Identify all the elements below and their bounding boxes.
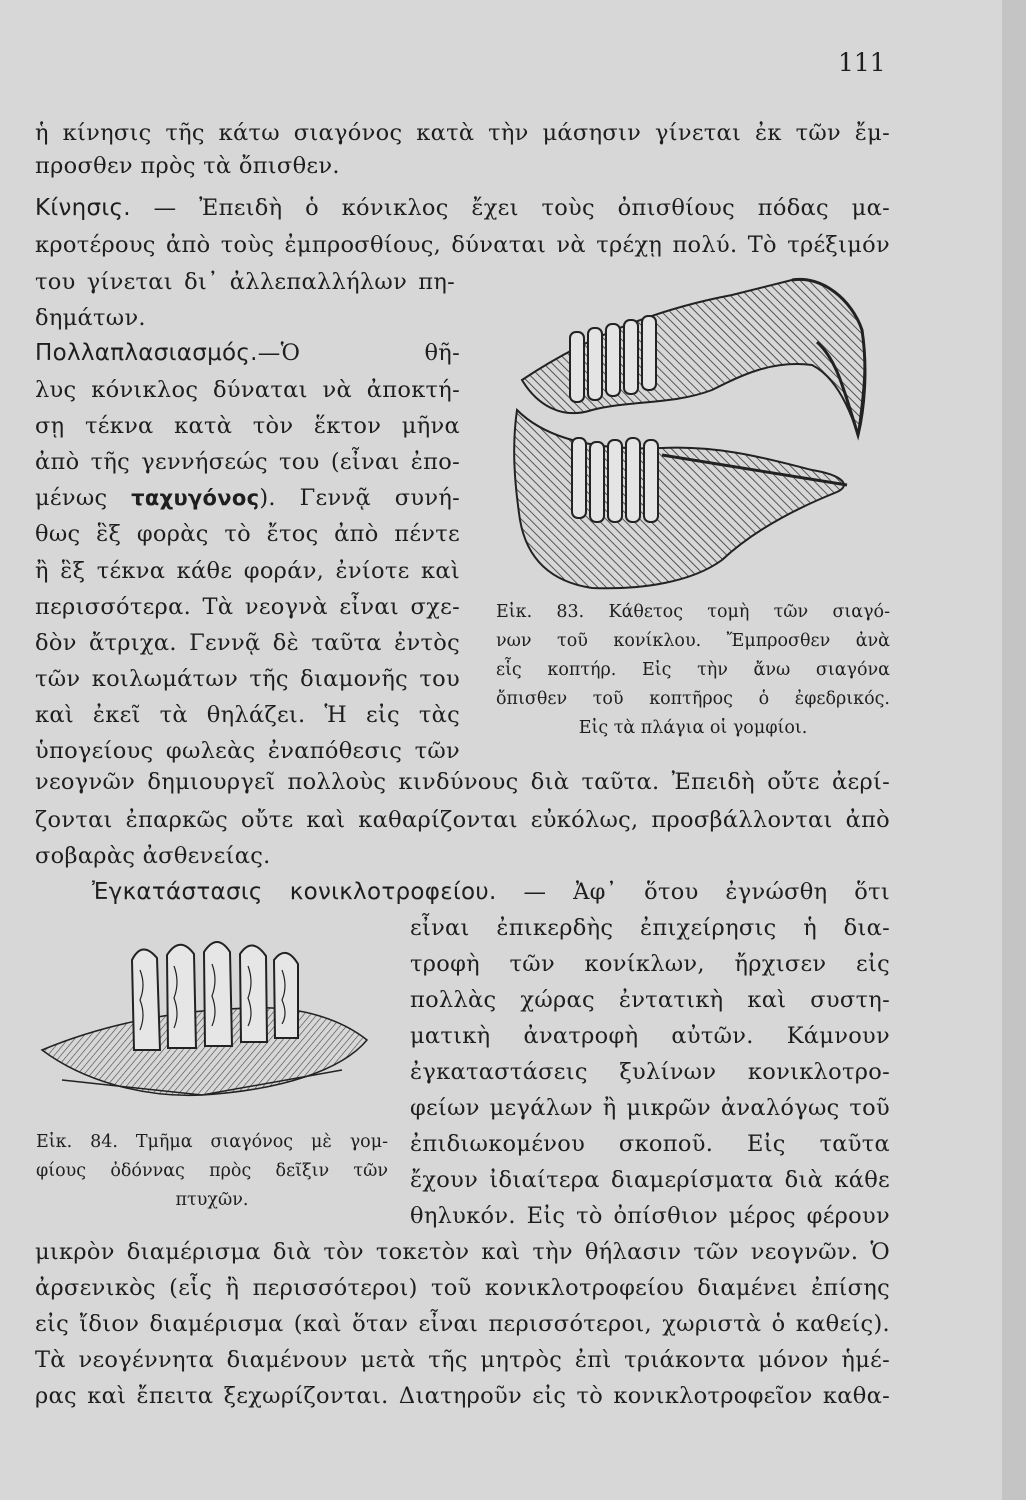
text-line: ἀρσενικὸς (εἷς ἢ περισσότεροι) τοῦ κονικλοτροφείου διαμένει ἐπίσης [35,1275,890,1301]
text-line: δὸν ἄτριχα. Γεννᾷ δὲ ταῦτα ἐντὸς [35,630,460,656]
text-line: ματικὴ ἀνατροφὴ αὐτῶν. Κάμνουν [410,1023,890,1049]
kinisis-first-line [35,192,890,224]
text-line: κροτέρους ἀπὸ τοὺς ἐμπροσθίους, δύναται νὰ τρέχῃ πολύ. Τὸ τρέξιμόν [35,232,890,258]
text-line: εἰς ἴδιον διαμέρισμα (καὶ ὅταν εἶναι περισσότεροι, χωριστὰ ὁ καθείς). [35,1311,890,1337]
figure-83-caption-line: Εἰς τὰ πλάγια οἱ γομφίοι. [578,718,808,738]
lower-jaw [514,410,847,588]
text-line: νεογνῶν δημιουργεῖ πολλοὺς κινδύνους διὰ ταῦτα. Ἐπειδὴ οὔτε ἀερί- [35,769,890,795]
text-line: θως ἓξ φορὰς τὸ ἔτος ἀπὸ πέντε [35,521,460,547]
text-line: εἶναι ἐπικερδὴς ἐπιχείρησις ἡ δια- [410,915,890,941]
text-fragment: μένως [35,485,132,511]
section-heading-egkatastasis: Ἐγκατάστασις κονικλοτροφείου. [92,879,497,905]
text-line: προσθεν πρὸς τὰ ὄπισθεν. [35,153,340,179]
text-line: περισσότερα. Τὰ νεογνὰ εἶναι σχε- [35,594,460,620]
text-line: ἡ κίνησις τῆς κάτω σιαγόνος κατὰ τὴν μάσησιν γίνεται ἐκ τῶν ἔμ- [35,120,890,146]
text-line: πολλὰς χώρας ἐντατικὴ καὶ συστη- [410,987,890,1013]
text-fragment: — Ἀφ᾿ ὅτου ἐγνώσθη ὅτι [496,879,890,905]
figure-84-molar-jaw [22,930,382,1110]
text-line: ἐπιδιωκομένου σκοποῦ. Εἰς ταῦτα [410,1131,890,1157]
text-line: καὶ ἐκεῖ τὰ θηλάζει. Ἡ εἰς τὰς [35,702,460,728]
text-line: φείων μεγάλων ἢ μικρῶν ἀναλόγως τοῦ [410,1095,890,1121]
text-line: θηλυκόν. Εἰς τὸ ὀπίσθιον μέρος φέρουν [410,1203,890,1229]
text-line: του γίνεται δι᾿ ἀλλεπαλλήλων πη- [35,269,455,295]
text-line: σοβαρὰς ἀσθενείας. [35,843,271,869]
section-heading-kinisis: Κίνησις. [35,195,131,221]
lower-molars [572,438,658,522]
text-fragment: ). Γεννᾷ συνή- [259,485,460,511]
text-fragment: — Ἐπειδὴ ὁ κόνικλος ἔχει τοὺς ὀπισθίους πόδας μα- [130,195,890,221]
text-line: Τὰ νεογέννητα διαμένουν μετὰ τῆς μητρὸς ἐπὶ τριάκοντα μόνον ἡμέ- [35,1347,890,1373]
section-heading-pollaplasiasmos: Πολλαπλασιασμός. [35,340,258,366]
text-line: ζονται ἐπαρκῶς οὔτε καὶ καθαρίζονται εὐκόλως, προσβάλλονται ἀπὸ [35,807,890,833]
text-line: ἔχουν ἰδιαίτερα διαμερίσματα διὰ κάθε [410,1167,890,1193]
text-line: λυς κόνικλος δύναται νὰ ἀποκτή- [35,377,460,403]
figure-84-caption-line: πτυχῶν. [175,1190,249,1210]
figure-84-caption-line: Εἰκ. 84. Τμῆμα σιαγόνος μὲ γομ- [36,1132,388,1152]
text-line: ὑπογείους φωλεὰς ἐναπόθεσις τῶν [35,738,460,764]
text-line: μικρὸν διαμέρισμα διὰ τὸν τοκετὸν καὶ τὴν θήλασιν τῶν νεογνῶν. Ὁ [35,1239,890,1265]
polla-first-line [35,337,460,369]
figure-83-jaw-section [492,270,892,600]
text-line: τροφὴ τῶν κονίκλων, ἤρχισεν εἰς [410,951,890,977]
figure-83-caption-line: Εἰκ. 83. Κάθετος τομὴ τῶν σιαγό- [496,602,890,622]
text-fragment: —Ὁ θῆ- [257,340,460,366]
text-line: ἢ ἓξ τέκνα κάθε φοράν, ἐνίοτε καὶ [35,558,460,584]
page-number: 111 [838,48,886,77]
text-line: τῶν κοιλωμάτων τῆς διαμονῆς του [35,666,460,692]
text-line: σῃ τέκνα κατὰ τὸν ἕκτον μῆνα [35,413,460,439]
figure-84-caption-line: φίους ὀδόννας πρὸς δεῖξιν τῶν [36,1161,388,1181]
bold-term: ταχυγόνος [131,486,260,510]
page-edge [1002,0,1026,1500]
figure-83-caption-line: ὄπισθεν τοῦ κοπτῆρος ὁ ἐφεδρικός. [496,689,890,709]
text-line: ρας καὶ ἔπειτα ξεχωρίζονται. Διατηροῦν εἰς τὸ κονικλοτροφεῖον καθα- [35,1383,890,1409]
text-line: ἀπὸ τῆς γεννήσεώς του (εἶναι ἐπο- [35,449,460,475]
text-line: δημάτων. [35,305,146,331]
polla-bold-line [35,482,460,514]
figure-83-caption-line: νων τοῦ κονίκλου. Ἔμπροσθεν ἀνὰ [496,631,890,651]
egkatastasis-first-line [92,876,890,908]
figure-83-caption-line: εἷς κοπτήρ. Εἰς τὴν ἄνω σιαγόνα [496,660,890,680]
text-line: ἐγκαταστάσεις ξυλίνων κονικλοτρο- [410,1059,890,1085]
